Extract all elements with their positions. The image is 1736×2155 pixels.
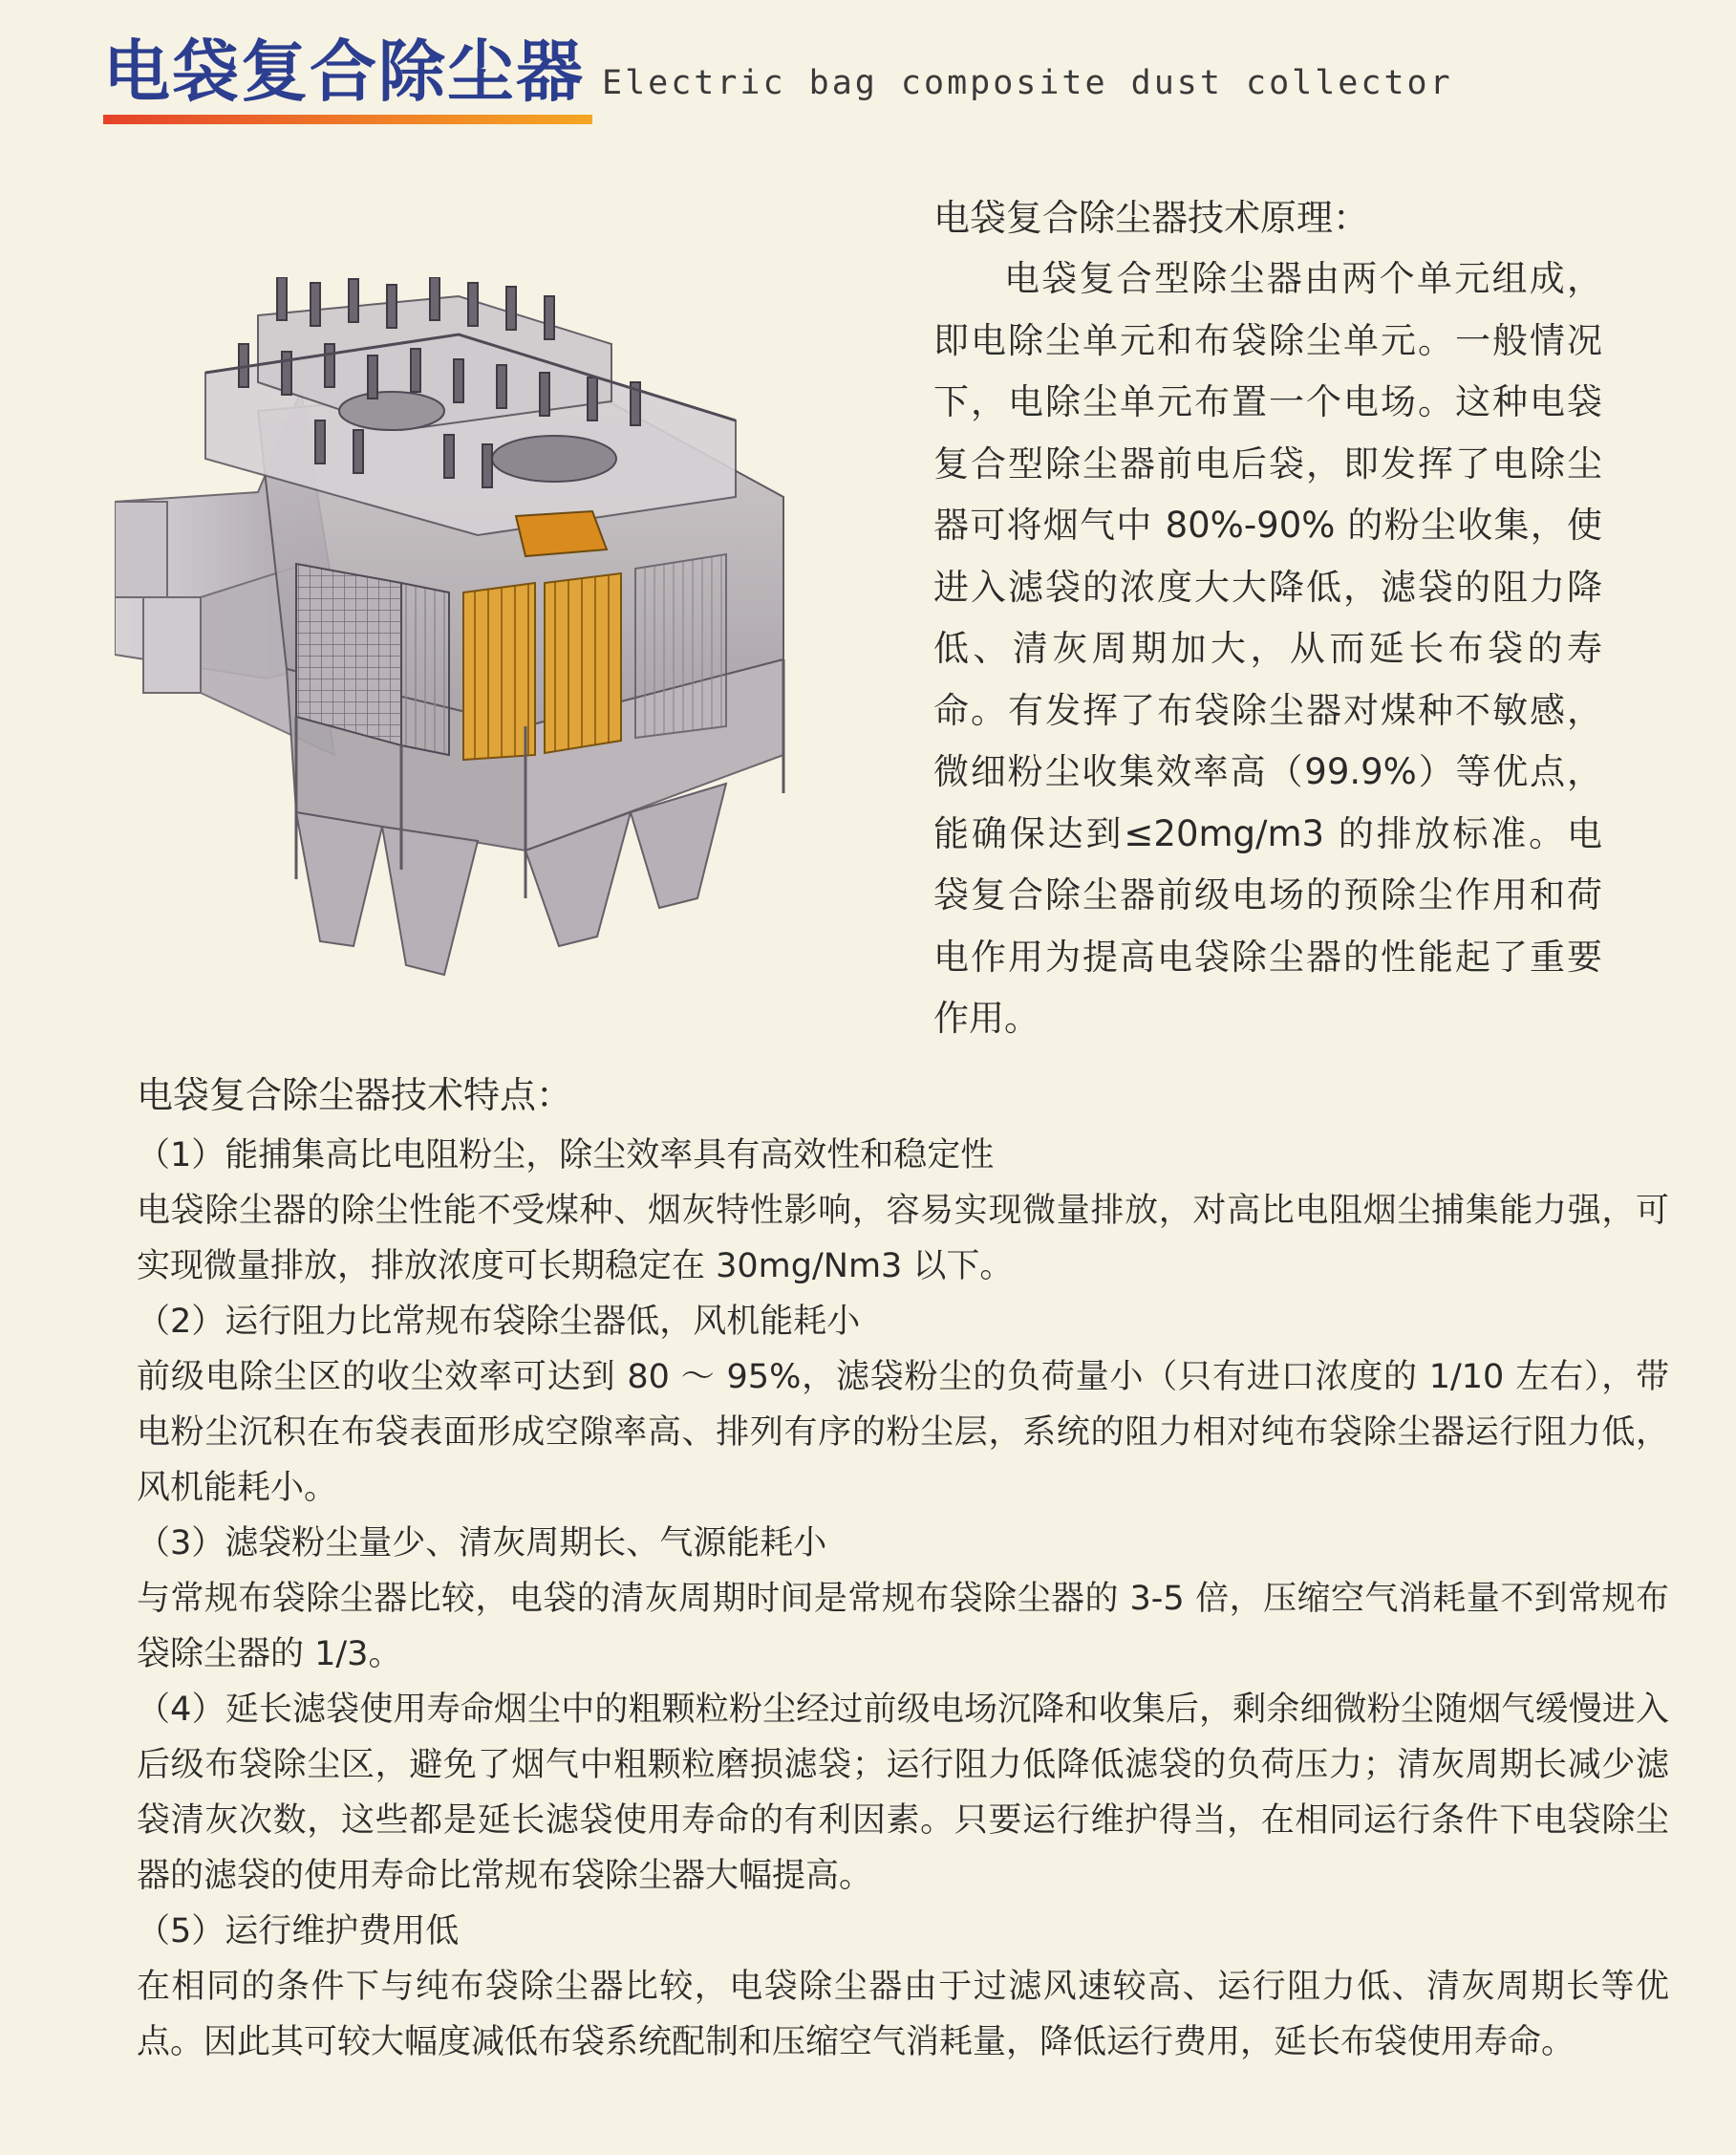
feature-item-2 xyxy=(137,1294,1669,1516)
page-subtitle: Electric bag composite dust collector xyxy=(602,64,1453,102)
features-section xyxy=(137,1067,1669,2070)
feature-item-title: （3）滤袋粉尘量少、清灰周期长、气源能耗小 xyxy=(137,1524,827,1562)
features-heading: 电袋复合除尘器技术特点： xyxy=(137,1074,573,1116)
title-underline-bar xyxy=(103,115,592,124)
principle-section xyxy=(933,187,1602,1050)
feature-item-title: （5）运行维护费用低 xyxy=(137,1912,460,1950)
principle-body: 电袋复合型除尘器由两个单元组成，即电除尘单元和布袋除尘单元。一般情况下，电除尘单元布置一个电场。这种电袋复合型除尘器前电后袋，即发挥了电除尘器可将烟气中 80%-90% 的粉尘收集，使进入滤袋的浓度大大降低，滤袋的阻力降低、清灰周期加大，从而延长布袋的寿命。有发挥了布袋除尘器对煤种不敏感，微细粉尘收集效率高（99.9%）等优点，能确保达到≤20mg/m3 的排放标准。电袋复合除尘器前级电场的预除尘作用和荷电作用为提高电袋除尘器的性能起了重要作用。 xyxy=(933,258,1602,1039)
feature-item-body: （4）延长滤袋使用寿命烟尘中的粗颗粒粉尘经过前级电场沉降和收集后，剩余细微粉尘随烟气缓慢进入后级布袋除尘区，避免了烟气中粗颗粒磨损滤袋；运行阻力低降低滤袋的负荷压力；清灰周期长减少滤袋清灰次数，这些都是延长滤袋使用寿命的有利因素。只要运行维护得当，在相同运行条件下电袋除尘器的滤袋的使用寿命比常规布袋除尘器大幅提高。 xyxy=(137,1691,1669,1895)
feature-item-5 xyxy=(137,1904,1669,2070)
principle-heading: 电袋复合除尘器技术原理： xyxy=(933,197,1370,239)
feature-item-body: 电袋除尘器的除尘性能不受煤种、烟灰特性影响，容易实现微量排放，对高比电阻烟尘捕集能力强，可实现微量排放，排放浓度可长期稳定在 30mg/Nm3 以下。 xyxy=(137,1192,1669,1285)
feature-item-1 xyxy=(137,1128,1669,1294)
feature-item-title: （2）运行阻力比常规布袋除尘器低，风机能耗小 xyxy=(137,1303,861,1341)
feature-item-body: 与常规布袋除尘器比较，电袋的清灰周期时间是常规布袋除尘器的 3-5 倍，压缩空气消耗量不到常规布袋除尘器的 1/3。 xyxy=(137,1580,1669,1673)
feature-item-title: （1）能捕集高比电阻粉尘，除尘效率具有高效性和稳定性 xyxy=(137,1136,995,1174)
page-header xyxy=(103,21,1453,136)
feature-item-4 xyxy=(137,1682,1669,1904)
page-title: 电袋复合除尘器 xyxy=(103,32,585,111)
dust-collector-illustration xyxy=(115,277,860,984)
feature-item-body: 在相同的条件下与纯布袋除尘器比较，电袋除尘器由于过滤风速较高、运行阻力低、清灰周期长等优点。因此其可较大幅度减低布袋系统配制和压缩空气消耗量，降低运行费用，延长布袋使用寿命。 xyxy=(137,1968,1669,2061)
feature-item-3 xyxy=(137,1516,1669,1682)
feature-item-body: 前级电除尘区的收尘效率可达到 80 ～ 95%，滤袋粉尘的负荷量小（只有进口浓度的 1/10 左右），带电粉尘沉积在布袋表面形成空隙率高、排列有序的粉尘层，系统的阻力相对纯布袋除尘器运行阻力低，风机能耗小。 xyxy=(137,1358,1669,1507)
